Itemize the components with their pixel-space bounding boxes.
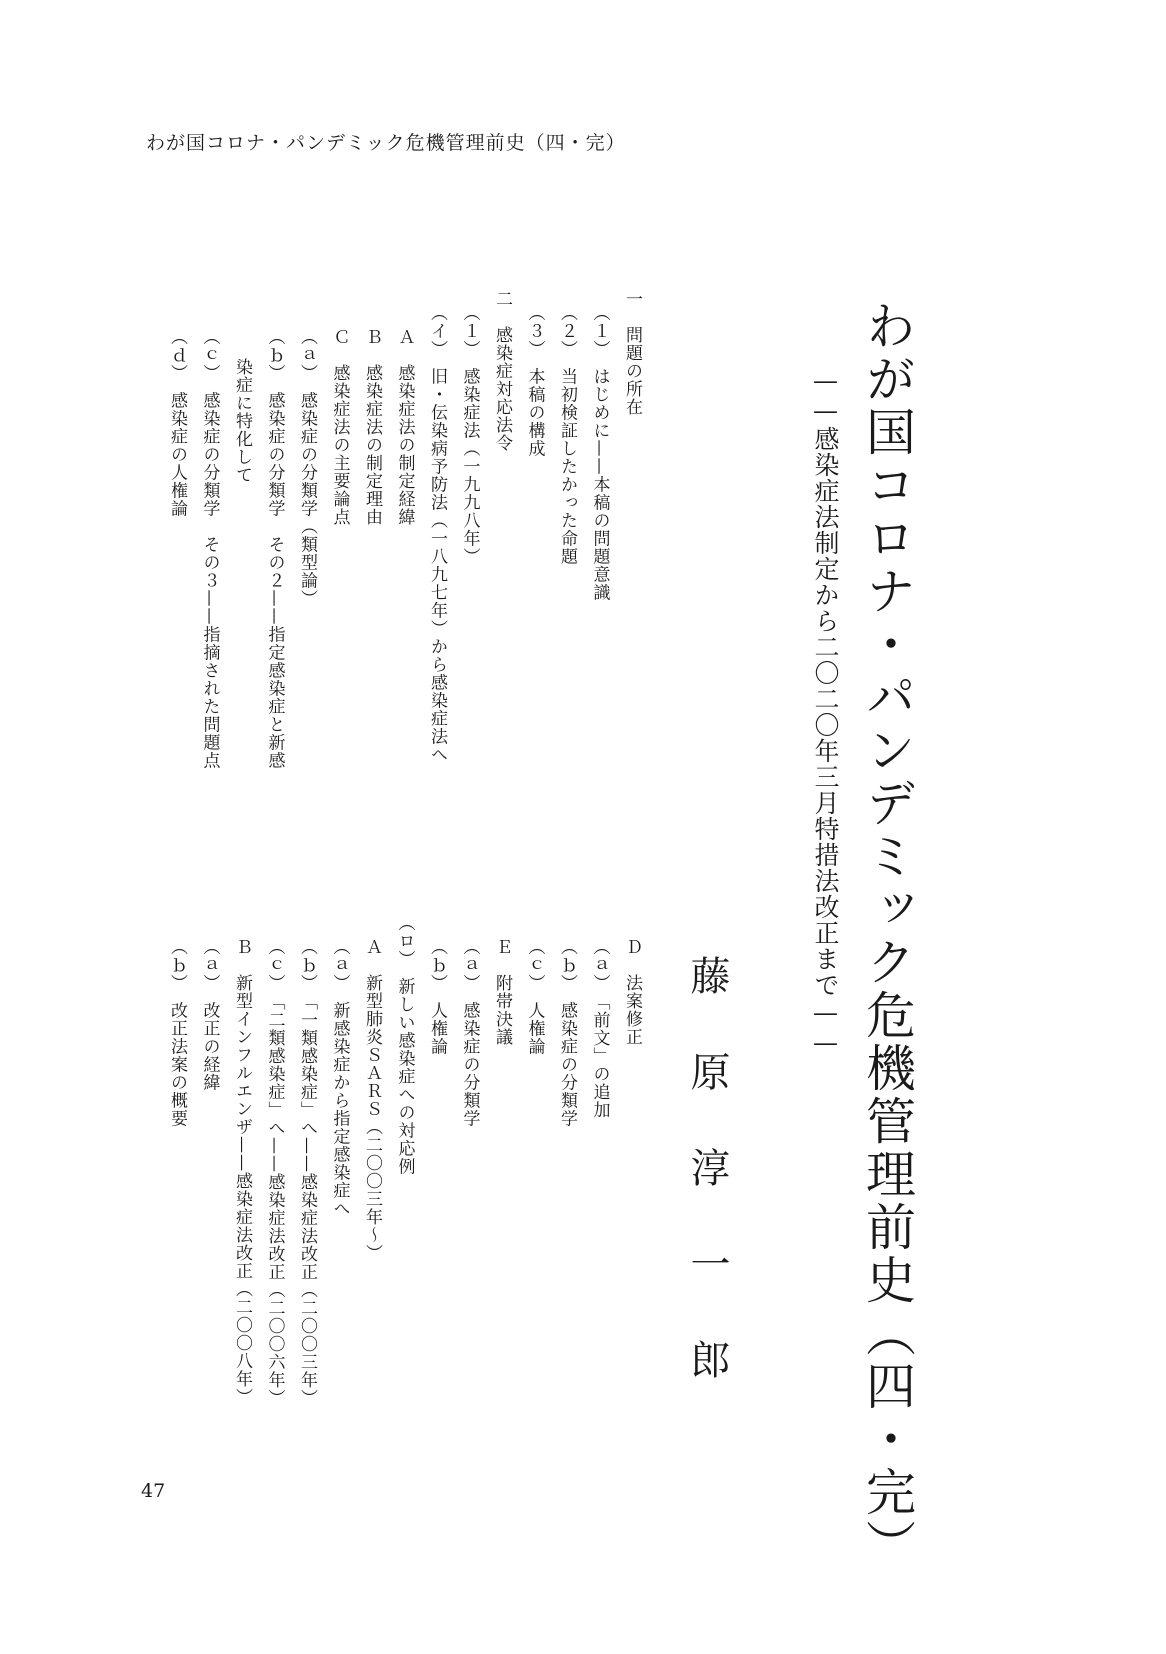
toc-entry: （ｃ） 「二類感染症」へ——感染症法改正（二〇〇六年） bbox=[264, 938, 285, 1407]
page-number: 47 bbox=[141, 1480, 166, 1502]
toc-entry: （ｂ） 改正法案の概要 bbox=[167, 938, 187, 1128]
toc-entry: （ｂ） 感染症の分類学 bbox=[557, 938, 577, 1128]
toc-entry: Ｅ 附帯決議 bbox=[492, 938, 512, 1046]
toc-entry: （１） 感染症法（一九九八年） bbox=[459, 304, 480, 566]
toc-entry: （ａ） 新感染症から指定感染症へ bbox=[329, 938, 350, 1218]
toc-entry: （２） 当初検証したかった命題 bbox=[557, 304, 577, 566]
toc-entry: （ｃ） 人権論 bbox=[524, 938, 545, 1056]
toc-entry: （３） 本稿の構成 bbox=[524, 304, 545, 458]
toc-entry: （１） はじめに——本稿の問題意識 bbox=[589, 304, 610, 602]
toc-entry: （ｂ） 人権論 bbox=[427, 938, 447, 1056]
toc-entry: Ｂ 新型インフルエンザ——感染症法改正（二〇〇八年） bbox=[232, 938, 252, 1406]
toc-entry: （ｃ） 感染症の分類学 その３——指摘された問題点 bbox=[199, 328, 220, 770]
toc-entry: Ａ 感染症法の制定経緯 bbox=[394, 328, 415, 526]
article-title: わが国コロナ・パンデミック危機管理前史（四・完） bbox=[858, 300, 916, 1572]
toc-entry: （ａ） 感染症の分類学 bbox=[459, 938, 480, 1128]
toc-entry: 二 感染症対応法令 bbox=[492, 290, 512, 452]
toc-entry: 染症に特化して bbox=[232, 358, 252, 484]
table-of-contents bbox=[100, 290, 640, 1460]
article-subtitle: ——感染症法制定から二〇二〇年三月特措法改正まで—— bbox=[811, 366, 840, 1058]
toc-entry: （ａ） 改正の経緯 bbox=[199, 938, 220, 1092]
toc-entry: Ａ 新型肺炎ＳＡＲＳ（二〇〇三年〜） bbox=[362, 938, 382, 1262]
toc-entry: （イ） 旧・伝染病予防法（一八九七年）から感染症法へ bbox=[427, 304, 447, 764]
toc-entry: Ｄ 法案修正 bbox=[622, 938, 642, 1046]
toc-entry: Ｃ 感染症法の主要論点 bbox=[329, 328, 350, 526]
toc-entry: Ｂ 感染症法の制定理由 bbox=[362, 328, 382, 526]
toc-entry: （ｂ） 感染症の分類学 その２——指定感染症と新感 bbox=[264, 328, 285, 770]
toc-entry: （ロ） 新しい感染症への対応例 bbox=[394, 914, 415, 1176]
author-name: 藤原淳一郎 bbox=[684, 955, 730, 1435]
toc-entry: 一 問題の所在 bbox=[622, 290, 642, 416]
toc-entry: （ｂ） 「一類感染症」へ——感染症法改正（二〇〇三年） bbox=[297, 938, 317, 1407]
running-header: わが国コロナ・パンデミック危機管理前史（四・完） bbox=[146, 132, 626, 154]
toc-entry: （ａ） 感染症の分類学（類型論） bbox=[297, 328, 317, 608]
toc-entry: （ｄ） 感染症の人権論 bbox=[167, 328, 187, 518]
toc-entry: （ａ） 「前文」の追加 bbox=[589, 938, 610, 1119]
